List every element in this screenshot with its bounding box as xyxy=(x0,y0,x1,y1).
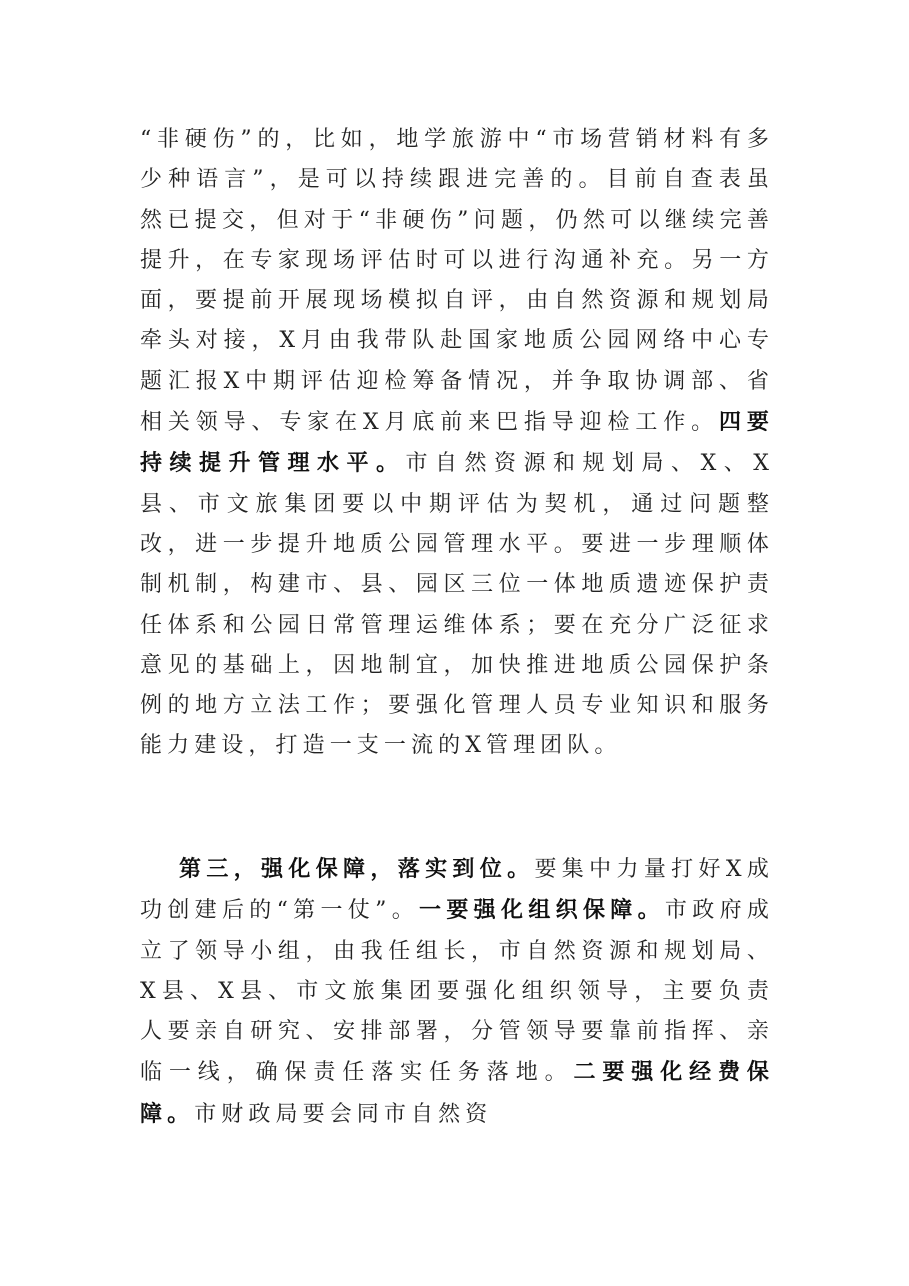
section-heading-third: 第三，强化保障，落实到位。 xyxy=(179,856,535,882)
heading-two-funding: 二要强化经费保障。 xyxy=(140,1059,774,1127)
paragraph-1-run-1: “非硬伤”的，比如，地学旅游中“市场营销材料有多少种语言”，是可以持续跟进完善的。目前自查表虽然已提交，但对于“非硬伤”问题，仍然可以继续完善提升，在专家现场评估时可以进行沟通补充。另一方面，要提前开展现场模拟自评，由自然资源和规划局牵头对接，X月由我带队赴国家地质公园网络中心专题汇报X中期评估迎检筹备情况，并争取协调部、省相关领导、专家在X月底前来巴指导迎检工作。 xyxy=(140,127,774,436)
heading-four-improve-management: 四要持续提升管理水平。 xyxy=(140,409,775,477)
body-paragraph-1 xyxy=(140,120,774,767)
body-paragraph-2 xyxy=(140,849,774,1135)
heading-one-organization: 一要强化组织保障。 xyxy=(419,897,665,924)
paragraph-2-run-4: 市政府成立了领导小组，由我任组长，市自然资源和规划局、X县、X县、市文旅集团要强化组织领导，主要负责人要亲自研究、安排部署，分管领导要靠前指挥、亲临一线，确保责任落实任务落地。 xyxy=(140,898,774,1086)
paragraph-2-run-6: 市财政局要会同市自然资 xyxy=(194,1101,493,1127)
paragraph-2-run-2: 要集中力量打好X成功创建后的“第一仗”。 xyxy=(140,857,774,924)
paragraph-1-run-3: 市自然资源和规划局、X、X县、市文旅集团要以中期评估为契机，通过问题整改，进一步提升地质公园管理水平。要进一步理顺体制机制，构建市、县、园区三位一体地质遗迹保护责任体系和公园日常管理运维体系；要在充分广泛征求意见的基础上，因地制宜，加快推进地质公园保护条例的地方立法工作；要强化管理人员专业知识和服务能力建设，打造一支一流的X管理团队。 xyxy=(140,451,774,759)
